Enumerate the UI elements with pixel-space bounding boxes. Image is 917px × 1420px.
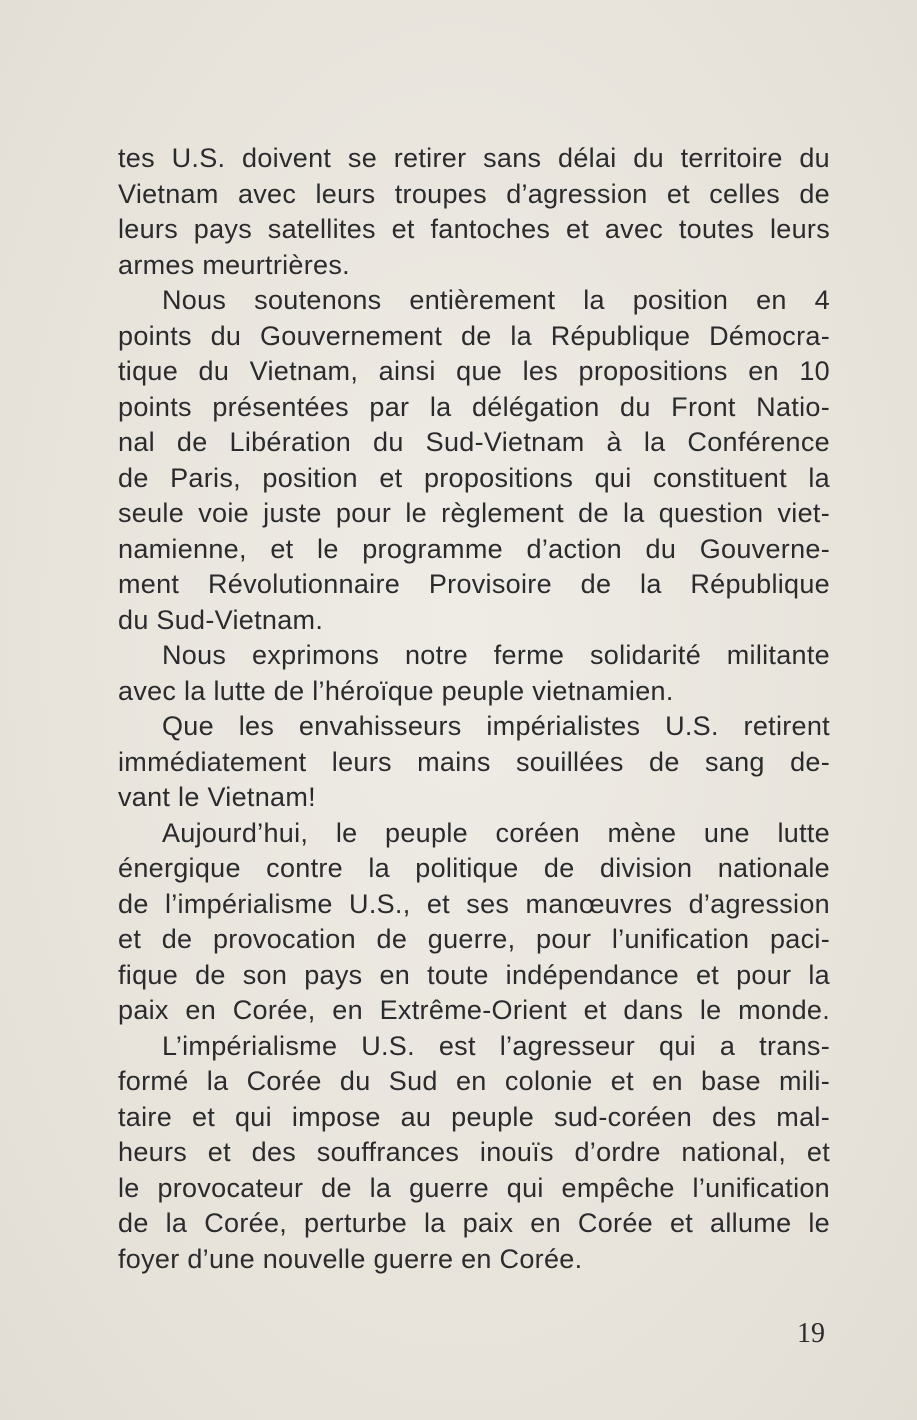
text-line: le provocateur de la guerre qui empêche l’unification — [118, 1172, 830, 1203]
text-line: immédiatement leurs mains souillées de sang de- — [118, 746, 830, 777]
text-line: armes meurtrières. — [118, 249, 350, 280]
text-line: seule voie juste pour le règlement de la question viet- — [118, 498, 830, 528]
text-line: Nous soutenons entièrement la position en 4 — [162, 285, 830, 315]
text-line: L’impérialisme U.S. est l’agresseur qui a trans- — [162, 1030, 830, 1061]
text-line: ment Révolutionnaire Provisoire de la République — [118, 569, 830, 599]
text-line: du Sud-Vietnam. — [118, 604, 324, 635]
text-line: Nous exprimons notre ferme solidarité militante — [162, 640, 830, 670]
text-line: leurs pays satellites et fantoches et avec toutes leurs — [118, 214, 830, 244]
text-line: formé la Corée du Sud en colonie et en base mili- — [118, 1066, 830, 1096]
text-line: de Paris, position et propositions qui constituent la — [118, 462, 830, 493]
text-line: Aujourd’hui, le peuple coréen mène une lutte — [162, 817, 830, 848]
page-number: 19 — [797, 1318, 825, 1349]
text-line: nal de Libération du Sud-Vietnam à la Conférence — [118, 427, 830, 457]
text-line: paix en Corée, en Extrême-Orient et dans le monde. — [118, 995, 830, 1025]
text-line: taire et qui impose au peuple sud-coréen des mal- — [118, 1101, 830, 1132]
text-line: énergique contre la politique de division nationale — [118, 853, 830, 883]
text-line: et de provocation de guerre, pour l’unification paci- — [118, 924, 830, 954]
text-line: de la Corée, perturbe la paix en Corée et allume le — [118, 1208, 830, 1238]
text-line: avec la lutte de l’héroïque peuple vietnamien. — [118, 675, 674, 706]
text-line: tique du Vietnam, ainsi que les propositions en 10 — [118, 356, 830, 386]
text-line: namienne, et le programme d’action du Gouverne- — [118, 533, 830, 564]
text-line: de l’impérialisme U.S., et ses manœuvres d’agression — [118, 888, 830, 919]
text-line: Vietnam avec leurs troupes d’agression et celles de — [118, 178, 830, 209]
body-text — [118, 141, 830, 1277]
text-line: heurs et des souffrances inouïs d’ordre national, et — [118, 1137, 830, 1167]
text-line: foyer d’une nouvelle guerre en Corée. — [118, 1243, 583, 1274]
text-line: vant le Vietnam! — [118, 782, 316, 812]
text-line: Que les envahisseurs impérialistes U.S. retirent — [162, 711, 830, 741]
text-line: points présentées par la délégation du Front Natio- — [118, 391, 830, 422]
text-line: points du Gouvernement de la République Démocra- — [118, 320, 830, 351]
text-line: fique de son pays en toute indépendance et pour la — [118, 959, 830, 990]
text-line: tes U.S. doivent se retirer sans délai du territoire du — [118, 143, 830, 173]
